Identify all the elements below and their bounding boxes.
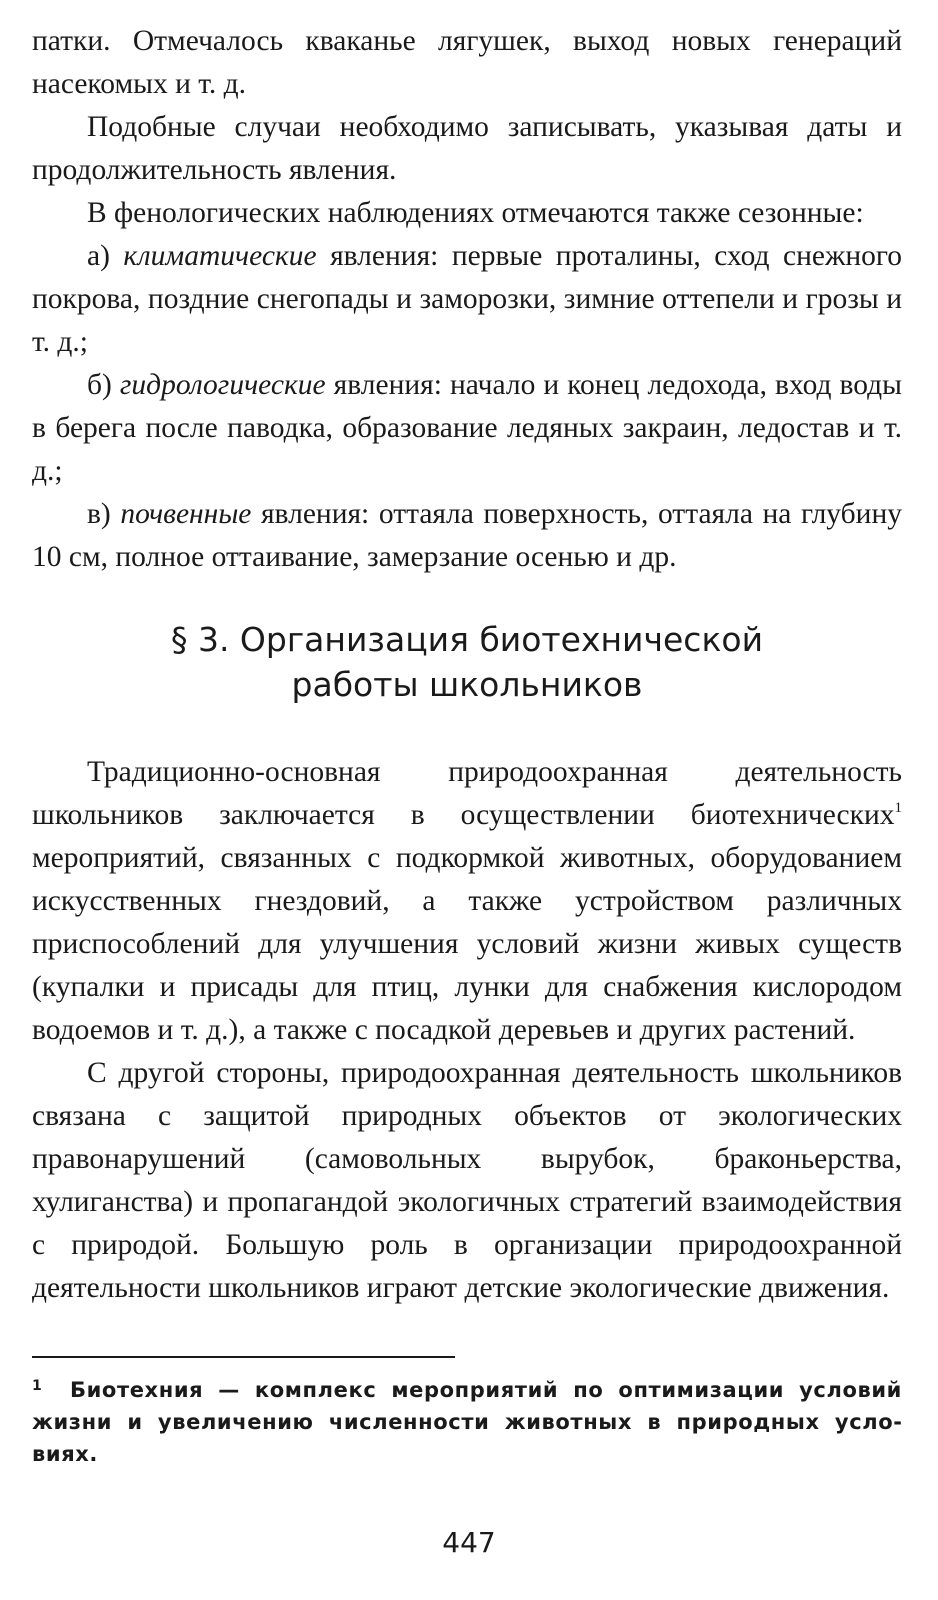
footnote-reference: 1 <box>894 800 902 816</box>
section-heading-line-2: работы школьников <box>291 665 643 704</box>
footnote-mark: 1 <box>32 1378 43 1394</box>
footnote <box>32 1374 902 1470</box>
paragraph-biotechnical <box>32 751 902 1052</box>
paragraph-continuation: патки. Отмечалось кваканье лягушек, выход новых генераций насекомых и т. д. <box>32 25 902 100</box>
list-item-text: явления: оттаяла поверхность, оттаяла на глубину 10 см, полное оттаивание, замерзание осенью и др. <box>32 498 902 573</box>
page-body <box>32 20 902 1310</box>
section-body <box>32 751 902 1310</box>
section-heading-line-1: § 3. Организация биотехнической <box>170 620 764 659</box>
list-item-hydrological <box>32 364 902 493</box>
paragraph-text: мероприятий, связанных с подкормкой животных, оборудованием искусственных гнездовий, а также устройством различных приспособлений для улучшения условий жизни живых существ (купалки и присады для птиц, лунки для снабжения кислородом водоемов и т. д.), а также с посадкой деревьев и других растений. <box>32 842 902 1046</box>
footnote-divider <box>32 1356 455 1358</box>
paragraph-protection: С другой стороны, природоохранная деятельность школьников связана с защитой природных объектов от экологических правонарушений (самовольных вырубок, браконьерства, хулиганства) и пропагандой экологичных стратегий взаимодействия с природой. Большую роль в организации природоохранной деятельности школьников играют детские экологические движения. <box>32 1057 902 1304</box>
list-item-text: явления: первые проталины, сход снежного покрова, поздние снегопады и заморозки, зимние оттепели и грозы и т. д.; <box>32 240 903 358</box>
term-hydrological: гидрологические <box>119 369 326 401</box>
list-item-climatic <box>32 235 902 364</box>
footnote-text: Биотехния — комплекс мероприятий по оптимизации условий жизни и увеличению численности животных в природных условиях. <box>32 1378 902 1466</box>
list-item-text: явления: начало и конец ледохода, вход воды в берега после паводка, образование ледяных закраин, ледостав и т. д.; <box>32 369 902 487</box>
list-marker: а) <box>87 240 124 272</box>
list-marker: в) <box>87 498 121 530</box>
page-number: 447 <box>442 1526 496 1559</box>
section-heading <box>32 617 902 707</box>
list-item-soil <box>32 493 902 579</box>
term-climatic: климатические <box>123 240 317 272</box>
term-soil: почвенные <box>120 498 252 530</box>
paragraph-text: Традиционно-основная природоохранная деятельность школьников заключается в осуществлении биотехнических <box>32 756 902 831</box>
paragraph-recording: Подобные случаи необходимо записывать, указывая даты и продолжительность явления. <box>32 111 902 186</box>
list-marker: б) <box>87 369 120 401</box>
paragraph-seasonal-intro: В фенологических наблюдениях отмечаются также сезонные: <box>87 197 864 229</box>
